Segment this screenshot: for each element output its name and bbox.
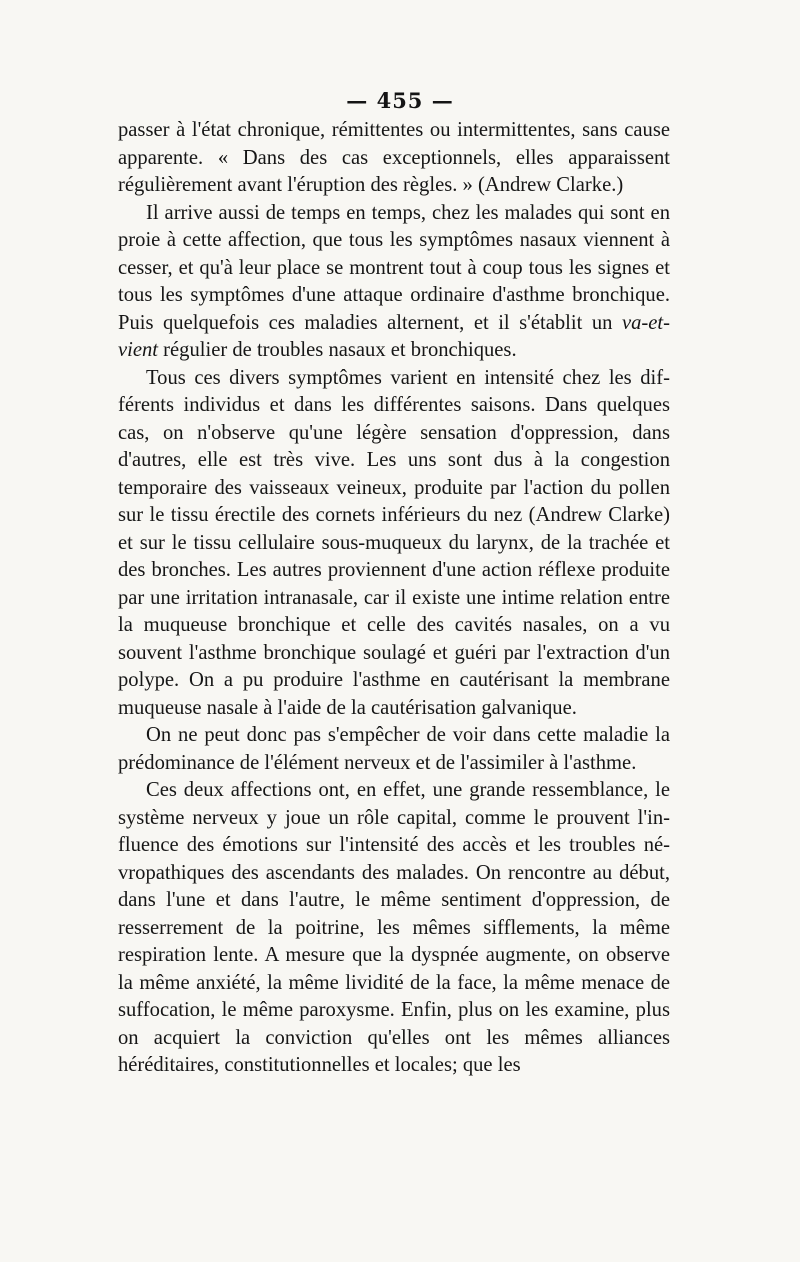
emphasis-va-et-vient: va-et-vient — [118, 311, 670, 361]
paragraph-3: Tous ces divers symptômes varient en intensité chez les différents individus et dans les différentes saisons. Dans quelques cas, on n'observe qu'une légère sensation d'oppression, dans d'autres, elle est très vive. Les uns sont dus à la congestion temporaire des vaisseaux veineux, produite par l'action du pollen sur le tissu érectile des cornets inférieurs du nez (Andrew Clarke) et sur le tissu cellulaire sous-muqueux du larynx, de la trachée et des bronches. Les autres proviennent d'une action réflexe produite par une irritation intranasale, car il existe une intime relation entre la muqueuse bronchique et celle des cavités nasales, on a vu souvent l'asthme bronchique soulagé et guéri par l'extraction d'un polype. On a pu produire l'asthme en cautérisant la membrane muqueuse nasale à l'aide de la cautérisation galvanique. — [118, 366, 670, 719]
paragraph-2-text-before: Il arrive aussi de temps en temps, chez les malades qui sont en proie à cette affection, que tous les symptômes nasaux viennent à cesser, et qu'à leur place se montrent tout à coup tous les signes et tous les symptômes d'une attaque ordinaire d'asthme bronchique. Puis quelquefois ces maladies alternent, et il s'établit un — [118, 201, 670, 334]
paragraph-1: passer à l'état chronique, rémittentes ou intermittentes, sans cause apparente. « Dans des cas exceptionnels, elles apparaissent régulièrement avant l'éruption des règles. » (Andrew Clarke.) — [118, 119, 670, 196]
paragraph-2 — [118, 200, 670, 365]
body-text — [118, 117, 670, 1080]
paragraph-4: On ne peut donc pas s'empêcher de voir dans cette maladie la prédominance de l'élément nerveux et de l'assimiler à l'asthme. — [118, 724, 670, 774]
paragraph-5: Ces deux affections ont, en effet, une grande ressemblance, le système nerveux y joue un rôle capital, comme le prouvent l'influence des émotions sur l'intensité des accès et les troubles névropathiques des ascendants des malades. On rencontre au début, dans l'une et dans l'autre, le même sentiment d'oppression, de resserrement de la poitrine, les mêmes sifflements, la même respiration lente. A mesure que la dyspnée augmente, on observe la même anxiété, la même lividité de la face, la même menace de suffocation, le même paroxysme. Enfin, plus on les examine, plus on acquiert la conviction qu'elles ont les mêmes alliances héréditaires, constitutionnelles et locales; que les — [118, 779, 670, 1076]
paragraph-2-text-after: régulier de troubles nasaux et bronchiques. — [158, 339, 517, 361]
page-number: — 455 — — [346, 88, 454, 113]
